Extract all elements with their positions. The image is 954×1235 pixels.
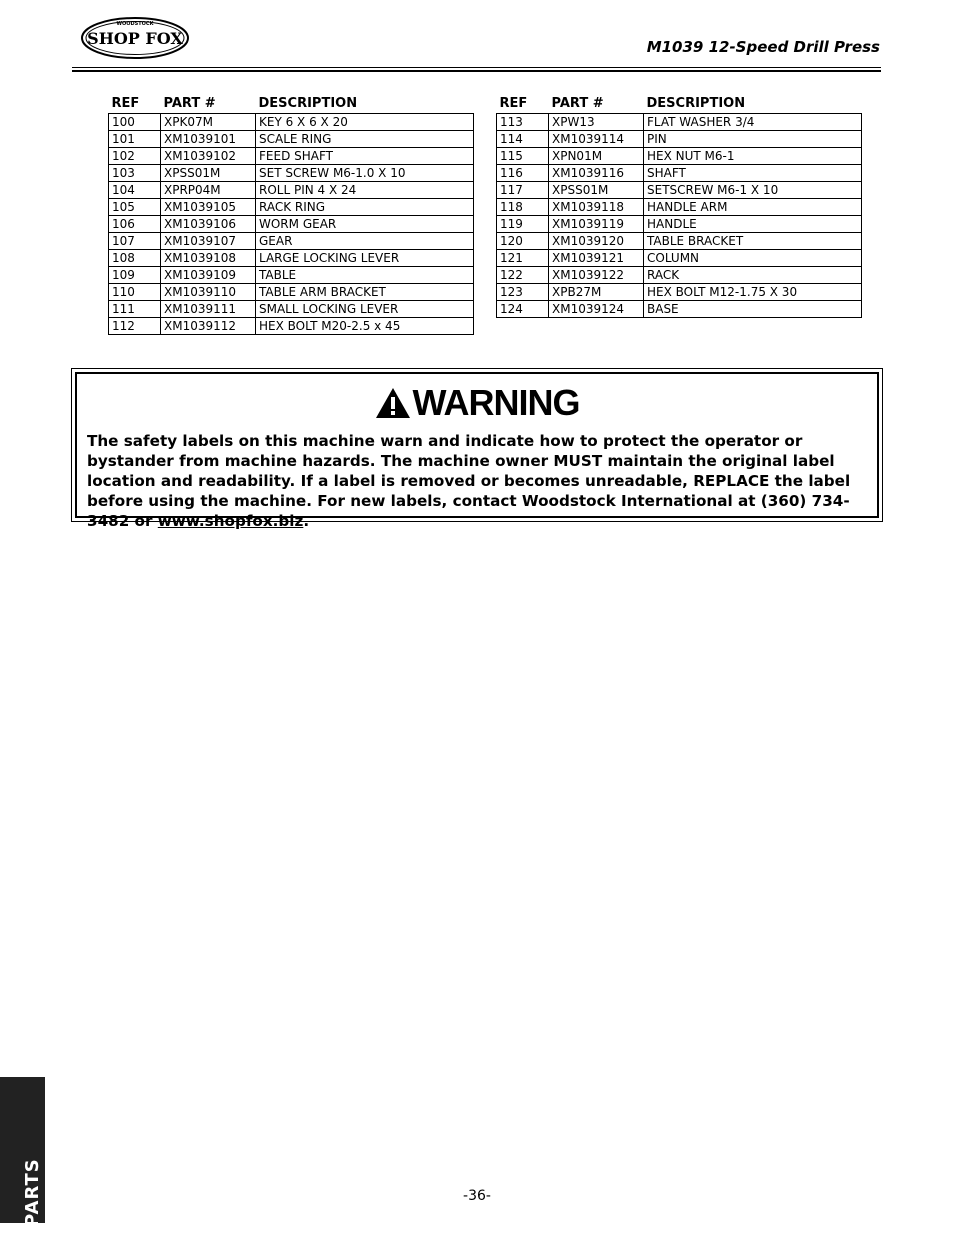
ref-cell: 120	[497, 233, 549, 250]
description-cell: SET SCREW M6-1.0 X 10	[256, 165, 474, 182]
table-row	[109, 301, 474, 318]
description-cell: ROLL PIN 4 X 24	[256, 182, 474, 199]
part-number-cell: XM1039110	[161, 284, 256, 301]
part-number-cell: XM1039119	[549, 216, 644, 233]
description-cell: RACK RING	[256, 199, 474, 216]
part-number-cell: XM1039101	[161, 131, 256, 148]
table-row	[109, 318, 474, 335]
warning-heading-text: WARNING	[412, 382, 580, 423]
page-number: -36-	[463, 1188, 491, 1204]
warning-box-inner	[75, 372, 879, 530]
shop-fox-logo	[80, 16, 190, 60]
description-cell: FLAT WASHER 3/4	[644, 114, 862, 131]
description-cell: WORM GEAR	[256, 216, 474, 233]
description-cell: HEX BOLT M20-2.5 x 45	[256, 318, 474, 335]
warning-triangle-icon	[375, 387, 411, 419]
ref-cell: 123	[497, 284, 549, 301]
table-row	[497, 216, 862, 233]
part-number-cell: XPSS01M	[161, 165, 256, 182]
table-row	[109, 131, 474, 148]
table-row	[109, 250, 474, 267]
table-row	[497, 267, 862, 284]
description-cell: PIN	[644, 131, 862, 148]
ref-cell: 108	[109, 250, 161, 267]
table-row	[497, 284, 862, 301]
description-cell: BASE	[644, 301, 862, 318]
logo-text: SHOP FOX	[87, 29, 183, 48]
part-number-cell: XPSS01M	[549, 182, 644, 199]
ref-cell: 103	[109, 165, 161, 182]
table-row	[109, 182, 474, 199]
table-header-row	[497, 93, 862, 114]
description-cell: HANDLE ARM	[644, 199, 862, 216]
part-number-cell: XPRP04M	[161, 182, 256, 199]
ref-cell: 116	[497, 165, 549, 182]
part-number-cell: XM1039102	[161, 148, 256, 165]
ref-cell: 118	[497, 199, 549, 216]
part-number-cell: XM1039105	[161, 199, 256, 216]
ref-cell: 114	[497, 131, 549, 148]
description-cell: SMALL LOCKING LEVER	[256, 301, 474, 318]
column-header-description: DESCRIPTION	[258, 96, 358, 111]
table-row	[497, 114, 862, 131]
description-cell: TABLE BRACKET	[644, 233, 862, 250]
table-row	[109, 114, 474, 131]
ref-cell: 122	[497, 267, 549, 284]
part-number-cell: XM1039108	[161, 250, 256, 267]
part-number-cell: XM1039120	[549, 233, 644, 250]
ref-cell: 115	[497, 148, 549, 165]
warning-message	[87, 431, 869, 531]
description-cell: SETSCREW M6-1 X 10	[644, 182, 862, 199]
part-number-cell: XPN01M	[549, 148, 644, 165]
section-tab-label: PARTS	[22, 1158, 43, 1227]
part-number-cell: XM1039122	[549, 267, 644, 284]
parts-table-left	[108, 93, 474, 335]
description-cell: TABLE ARM BRACKET	[256, 284, 474, 301]
column-header-part: PART #	[551, 96, 604, 111]
description-cell: GEAR	[256, 233, 474, 250]
part-number-cell: XM1039118	[549, 199, 644, 216]
ref-cell: 119	[497, 216, 549, 233]
warning-message-text: The safety labels on this machine warn and indicate how to protect the operator or bystander from machine hazards. The machine owner MUST maintain the original label location and readability. If a label is removed or becomes unreadable, REPLACE the label before using the machine. For new labels, contact Woodstock International at (360) 734-3482 or	[87, 432, 851, 530]
part-number-cell: XPW13	[549, 114, 644, 131]
description-cell: SCALE RING	[256, 131, 474, 148]
table-row	[497, 182, 862, 199]
column-header-ref: REF	[499, 96, 528, 111]
part-number-cell: XM1039109	[161, 267, 256, 284]
ref-cell: 100	[109, 114, 161, 131]
ref-cell: 109	[109, 267, 161, 284]
description-cell: HEX NUT M6-1	[644, 148, 862, 165]
description-cell: HANDLE	[644, 216, 862, 233]
table-row	[497, 199, 862, 216]
description-cell: SHAFT	[644, 165, 862, 182]
shopfox-website-link[interactable]: www.shopfox.biz	[157, 512, 304, 530]
part-number-cell: XPB27M	[549, 284, 644, 301]
part-number-cell: XM1039111	[161, 301, 256, 318]
description-cell: COLUMN	[644, 250, 862, 267]
warning-heading	[77, 382, 877, 424]
description-cell: TABLE	[256, 267, 474, 284]
part-number-cell: XM1039106	[161, 216, 256, 233]
ref-cell: 105	[109, 199, 161, 216]
part-number-cell: XM1039121	[549, 250, 644, 267]
description-cell: HEX BOLT M12-1.75 X 30	[644, 284, 862, 301]
ref-cell: 121	[497, 250, 549, 267]
parts-table-right	[496, 93, 862, 318]
ref-cell: 112	[109, 318, 161, 335]
part-number-cell: XPK07M	[161, 114, 256, 131]
part-number-cell: XM1039112	[161, 318, 256, 335]
table-row	[109, 284, 474, 301]
logo-ring-text: WOODSTOCK	[116, 21, 154, 27]
table-row	[497, 250, 862, 267]
ref-cell: 110	[109, 284, 161, 301]
table-row	[497, 131, 862, 148]
table-row	[109, 216, 474, 233]
ref-cell: 117	[497, 182, 549, 199]
ref-cell: 104	[109, 182, 161, 199]
warning-box	[71, 368, 883, 530]
description-cell: LARGE LOCKING LEVER	[256, 250, 474, 267]
description-cell: FEED SHAFT	[256, 148, 474, 165]
table-row	[497, 148, 862, 165]
ref-cell: 106	[109, 216, 161, 233]
warning-message-end: .	[303, 512, 310, 530]
header-divider	[72, 67, 881, 68]
table-row	[109, 148, 474, 165]
table-row	[497, 233, 862, 250]
ref-cell: 113	[497, 114, 549, 131]
table-row	[109, 199, 474, 216]
part-number-cell: XM1039116	[549, 165, 644, 182]
description-cell: KEY 6 X 6 X 20	[256, 114, 474, 131]
ref-cell: 111	[109, 301, 161, 318]
ref-cell: 107	[109, 233, 161, 250]
document-title: M1039 12-Speed Drill Press	[646, 38, 880, 56]
table-row	[109, 233, 474, 250]
table-row	[497, 301, 862, 318]
description-cell: RACK	[644, 267, 862, 284]
table-header-row	[109, 93, 474, 114]
header-divider-thick	[72, 70, 881, 72]
ref-cell: 102	[109, 148, 161, 165]
table-row	[497, 165, 862, 182]
table-row	[109, 267, 474, 284]
table-row	[109, 165, 474, 182]
column-header-ref: REF	[111, 96, 140, 111]
column-header-part: PART #	[163, 96, 216, 111]
part-number-cell: XM1039124	[549, 301, 644, 318]
part-number-cell: XM1039114	[549, 131, 644, 148]
ref-cell: 124	[497, 301, 549, 318]
part-number-cell: XM1039107	[161, 233, 256, 250]
column-header-description: DESCRIPTION	[646, 96, 746, 111]
ref-cell: 101	[109, 131, 161, 148]
